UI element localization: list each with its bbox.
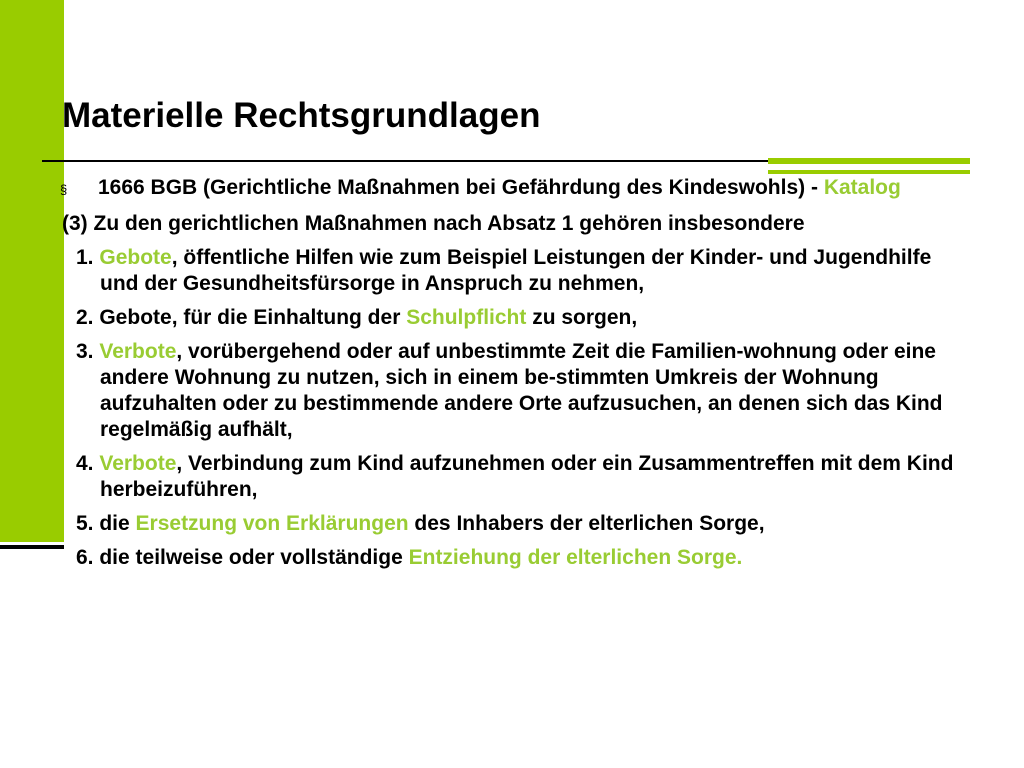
- list-item-highlight: Schulpflicht: [406, 306, 527, 329]
- paragraph-symbol: §: [60, 182, 68, 197]
- list-item-prefix: 2. Gebote, für die Einhaltung der: [76, 306, 407, 329]
- list-item-prefix: 6. die teilweise oder vollständige: [76, 546, 409, 569]
- list-item-text: , öffentliche Hilfen wie zum Beispiel Leistungen der Kinder- und Jugendhilfe und der Gesundheitsfürsorge in Anspruch zu nehmen,: [100, 246, 932, 295]
- list-item-text: des Inhabers der elterlichen Sorge,: [408, 512, 765, 535]
- list-item: [76, 339, 962, 443]
- list-item-highlight: Gebote: [99, 246, 172, 269]
- list-item-prefix: 1.: [76, 246, 100, 269]
- left-accent-bar: [0, 0, 64, 540]
- slide-body: [62, 175, 962, 579]
- left-bar-green-stripe: [0, 537, 64, 542]
- list-item-prefix: 4.: [76, 452, 100, 475]
- section-heading-highlight: Katalog: [823, 176, 901, 199]
- list-item-prefix: 3.: [76, 340, 100, 363]
- list-item: [76, 305, 962, 331]
- list-item: [76, 511, 962, 537]
- left-bar-black-stripe: [0, 545, 64, 549]
- list-item: [76, 451, 962, 503]
- list-item-highlight: Ersetzung von Erklärungen: [135, 512, 409, 535]
- list-item-highlight: Verbote: [99, 340, 177, 363]
- intro-paragraph: (3) Zu den gerichtlichen Maßnahmen nach Absatz 1 gehören insbesondere: [62, 212, 805, 235]
- list-item-prefix: 5. die: [76, 512, 136, 535]
- section-heading-text: 1666 BGB (Gerichtliche Maßnahmen bei Gefährdung des Kindeswohls) -: [98, 176, 824, 199]
- title-underline-green-accent: [768, 158, 970, 164]
- list-item-text: zu sorgen,: [526, 306, 638, 329]
- title-underline-green-accent-lower: [768, 170, 970, 174]
- list-item-highlight: Verbote: [99, 452, 177, 475]
- list-item-text: , vorübergehend oder auf unbestimmte Zeit die Familien-wohnung oder eine andere Wohnung zu nutzen, sich in einem be-stimmten Umkreis der Wohnung aufzuhalten oder zu bestimmende andere Orte aufzusuchen, an denen sich das Kind regelmäßig aufhält,: [100, 340, 943, 441]
- slide-title: Materielle Rechtsgrundlagen: [62, 96, 541, 135]
- list-item-text: , Verbindung zum Kind aufzunehmen oder ein Zusammentreffen mit dem Kind herbeizuführen,: [100, 452, 954, 501]
- list-item-highlight: Entziehung der elterlichen Sorge.: [408, 546, 743, 569]
- list-item: [76, 245, 962, 297]
- list-item: [76, 545, 962, 571]
- section-heading: [62, 175, 962, 203]
